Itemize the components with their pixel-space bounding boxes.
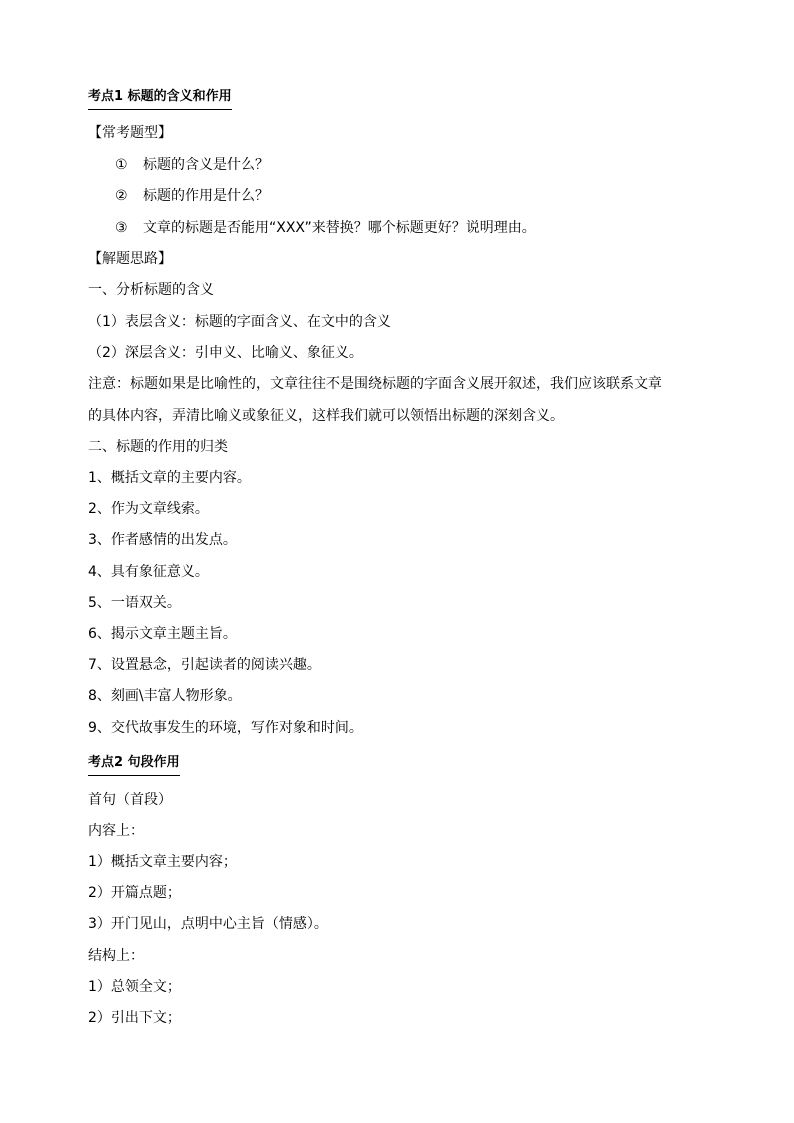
content-item: 3）开门见山，点明中心主旨（情感）。 xyxy=(88,916,328,932)
structure-item: 1）总领全文； xyxy=(88,979,181,995)
approach-title: 【解题思路】 xyxy=(88,251,172,267)
item-marker: ② xyxy=(115,188,128,204)
function-item: 8、刻画\丰富人物形象。 xyxy=(88,688,242,704)
function-item: 6、揭示文章主题主旨。 xyxy=(88,626,237,642)
content-title: 内容上： xyxy=(88,823,144,839)
section1-heading: 考点1 标题的含义和作用 xyxy=(88,88,232,110)
item-text: 标题的作用是什么？ xyxy=(143,188,269,204)
function-item: 2、作为文章线索。 xyxy=(88,501,209,517)
function-item: 5、一语双关。 xyxy=(88,595,181,611)
content-item: 2）开篇点题； xyxy=(88,885,181,901)
structure-item: 2）引出下文； xyxy=(88,1010,181,1026)
first-sentence-label: 首句（首段） xyxy=(88,792,172,808)
function-item: 4、具有象征意义。 xyxy=(88,564,209,580)
function-item: 1、概括文章的主要内容。 xyxy=(88,470,251,486)
common-type-item xyxy=(115,187,269,205)
note-line: 注意：标题如果是比喻性的，文章往往不是围绕标题的字面含义展开叙述，我们应该联系文章 xyxy=(88,376,662,392)
meaning-item: （2）深层含义：引申义、比喻义、象征义。 xyxy=(88,345,363,361)
common-types-title: 【常考题型】 xyxy=(88,125,172,141)
item-marker: ③ xyxy=(115,220,128,236)
meaning-item: （1）表层含义：标题的字面含义、在文中的含义 xyxy=(88,314,391,330)
part1-title: 一、分析标题的含义 xyxy=(88,282,214,298)
function-item: 3、作者感情的出发点。 xyxy=(88,532,237,548)
item-text: 文章的标题是否能用“XXX”来替换？哪个标题更好？说明理由。 xyxy=(143,220,536,236)
part2-title: 二、标题的作用的归类 xyxy=(88,439,228,455)
section2-heading: 考点2 句段作用 xyxy=(88,754,180,776)
function-item: 9、交代故事发生的环境，写作对象和时间。 xyxy=(88,720,363,736)
content-item: 1）概括文章主要内容； xyxy=(88,854,237,870)
note-line: 的具体内容，弄清比喻义或象征义，这样我们就可以领悟出标题的深刻含义。 xyxy=(88,408,564,424)
item-text: 标题的含义是什么？ xyxy=(143,157,269,173)
item-marker: ① xyxy=(115,157,128,173)
structure-title: 结构上： xyxy=(88,948,144,964)
common-type-item xyxy=(115,156,269,174)
function-item: 7、设置悬念，引起读者的阅读兴趣。 xyxy=(88,657,321,673)
common-type-item xyxy=(115,219,536,237)
